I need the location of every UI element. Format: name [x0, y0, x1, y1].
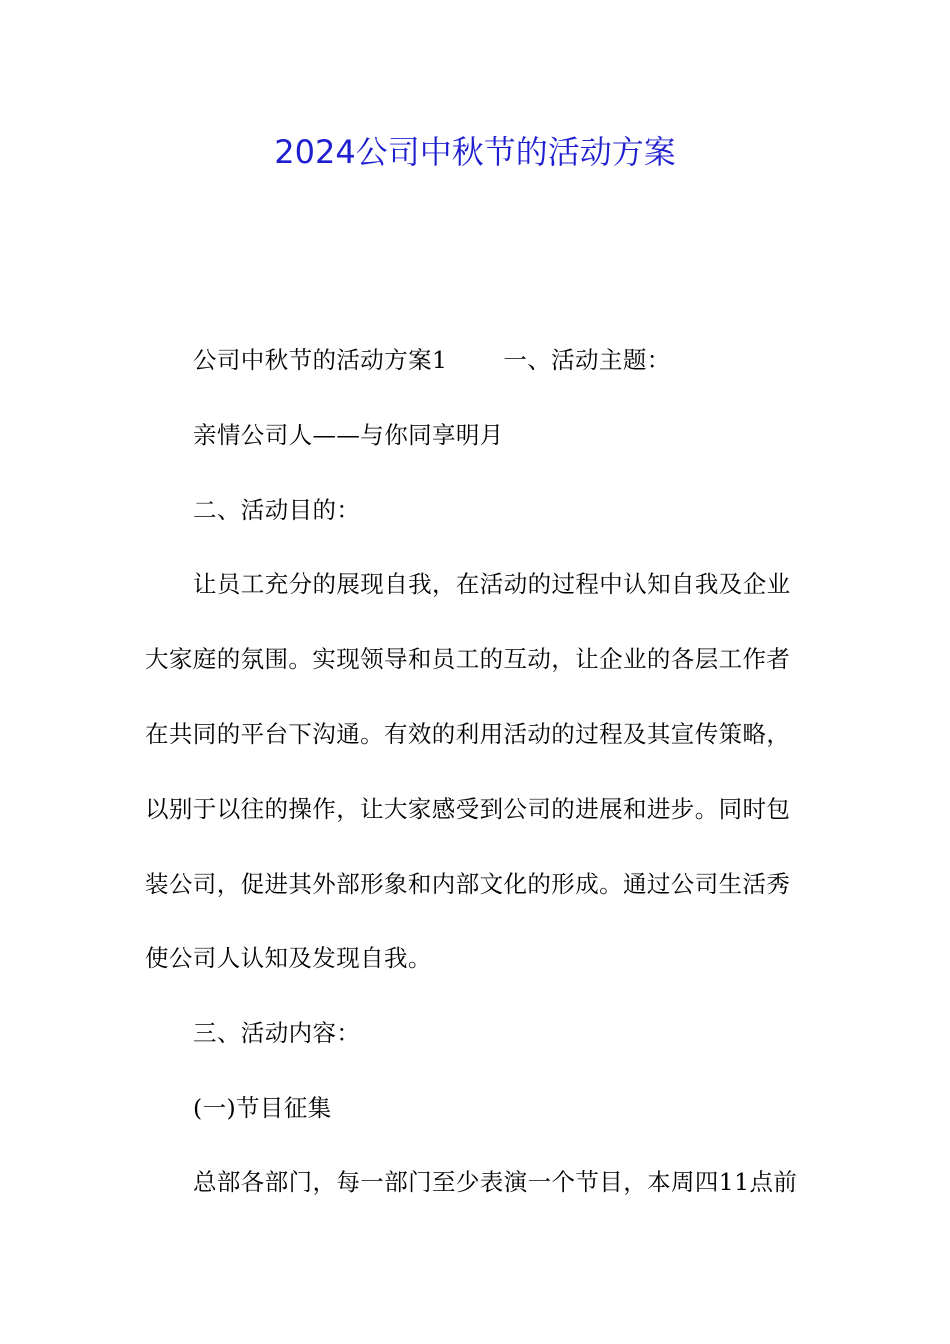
- paragraph-line: 让员工充分的展现自我，在活动的过程中认知自我及企业: [193, 570, 791, 598]
- document-title: 2024公司中秋节的活动方案: [274, 133, 676, 171]
- section-heading: 三、活动内容：: [193, 1019, 361, 1047]
- paragraph-line: 总部各部门，每一部门至少表演一个节目，本周四11点前: [193, 1168, 798, 1196]
- paragraph-line: 以别于以往的操作，让大家感受到公司的进展和进步。同时包: [145, 795, 791, 823]
- paragraph-line: 亲情公司人——与你同享明月: [193, 421, 504, 449]
- subsection-heading: (一)节目征集: [193, 1094, 332, 1122]
- paragraph-line: 在共同的平台下沟通。有效的利用活动的过程及其宣传策略，: [145, 720, 791, 748]
- paragraph-line: 使公司人认知及发现自我。: [145, 944, 432, 972]
- section-heading: 二、活动目的：: [193, 496, 361, 524]
- paragraph-line: 装公司，促进其外部形象和内部文化的形成。通过公司生活秀: [145, 870, 791, 898]
- paragraph-line: 大家庭的氛围。实现领导和员工的互动，让企业的各层工作者: [145, 645, 791, 673]
- section-heading: 一、活动主题：: [503, 346, 671, 374]
- section-heading: 公司中秋节的活动方案1: [193, 346, 448, 374]
- paragraph-line: [193, 342, 813, 378]
